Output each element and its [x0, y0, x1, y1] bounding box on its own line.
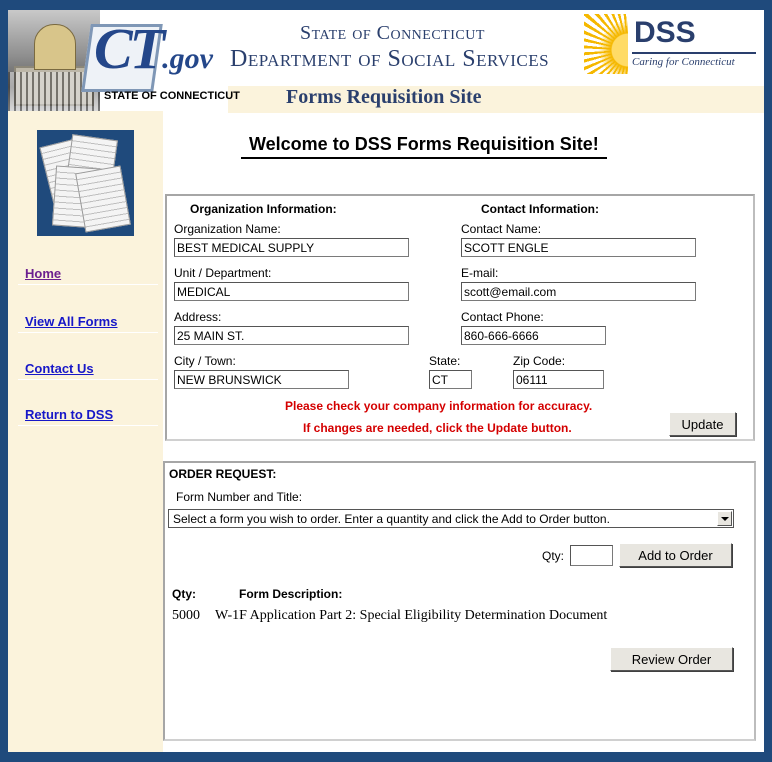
- divider: [18, 284, 158, 285]
- divider: [18, 425, 158, 426]
- sidebar: [8, 111, 163, 752]
- form-select-value: Select a form you wish to order. Enter a quantity and click the Add to Order button.: [173, 512, 610, 526]
- form-number-title-label: Form Number and Title:: [176, 490, 303, 504]
- order-section-title: ORDER REQUEST:: [169, 467, 277, 481]
- dss-logo[interactable]: DSS: [634, 16, 696, 49]
- city-town-field[interactable]: [174, 370, 349, 389]
- email-label: E-mail:: [461, 266, 499, 280]
- update-button[interactable]: Update: [669, 412, 736, 436]
- contact-name-field[interactable]: [461, 238, 696, 257]
- address-field[interactable]: [174, 326, 409, 345]
- contact-name-label: Contact Name:: [461, 222, 542, 236]
- site-header: [8, 8, 764, 113]
- dss-logo-rule: [632, 52, 756, 54]
- unit-department-label: Unit / Department:: [174, 266, 272, 280]
- chevron-down-icon[interactable]: [717, 511, 732, 526]
- site-title: Forms Requisition Site: [286, 86, 482, 108]
- accuracy-notice: Please check your company information for accuracy.: [285, 399, 593, 413]
- qty-input[interactable]: [570, 545, 613, 566]
- unit-department-field[interactable]: [174, 282, 409, 301]
- contact-section-title: Contact Information:: [481, 202, 599, 216]
- order-line-description: W-1F Application Part 2: Special Eligibility Determination Document: [215, 608, 608, 623]
- sidebar-item-return-to-dss[interactable]: Return to DSS: [25, 407, 114, 422]
- city-town-label: City / Town:: [174, 354, 236, 368]
- state-label: State:: [429, 354, 461, 368]
- dss-sunburst-icon: [584, 14, 628, 74]
- address-label: Address:: [174, 310, 222, 324]
- add-to-order-button[interactable]: Add to Order: [619, 543, 732, 567]
- state-field[interactable]: [429, 370, 472, 389]
- organization-name-label: Organization Name:: [174, 222, 281, 236]
- ctgov-logo[interactable]: CT.gov: [94, 16, 213, 81]
- update-notice: If changes are needed, click the Update button.: [303, 421, 572, 435]
- contact-phone-field[interactable]: [461, 326, 606, 345]
- sidebar-item-home[interactable]: Home: [25, 266, 62, 281]
- organization-name-field[interactable]: [174, 238, 409, 257]
- agency-line2: Department of Social Services: [230, 46, 550, 72]
- state-of-connecticut-label: STATE OF CONNECTICUT: [104, 90, 240, 102]
- contact-phone-label: Contact Phone:: [461, 310, 544, 324]
- page-title: Welcome to DSS Forms Requisition Site!: [241, 134, 607, 159]
- divider: [18, 332, 158, 333]
- form-select-dropdown[interactable]: [168, 509, 734, 528]
- sidebar-item-view-all-forms[interactable]: View All Forms: [25, 314, 118, 329]
- forms-stack-image: [37, 130, 134, 236]
- agency-line1: State of Connecticut: [300, 22, 485, 44]
- order-col-qty: Qty:: [172, 587, 196, 601]
- qty-label: Qty:: [542, 549, 565, 563]
- organization-section-title: Organization Information:: [190, 202, 337, 216]
- sidebar-item-contact-us[interactable]: Contact Us: [25, 361, 94, 376]
- review-order-button[interactable]: Review Order: [610, 647, 733, 671]
- page-frame: [8, 8, 764, 752]
- zip-code-field[interactable]: [513, 370, 604, 389]
- divider: [18, 379, 158, 380]
- zip-code-label: Zip Code:: [513, 354, 566, 368]
- order-line-qty: 5000: [172, 608, 200, 623]
- dss-tagline: Caring for Connecticut: [632, 56, 735, 68]
- order-col-description: Form Description:: [239, 587, 343, 601]
- email-field[interactable]: [461, 282, 696, 301]
